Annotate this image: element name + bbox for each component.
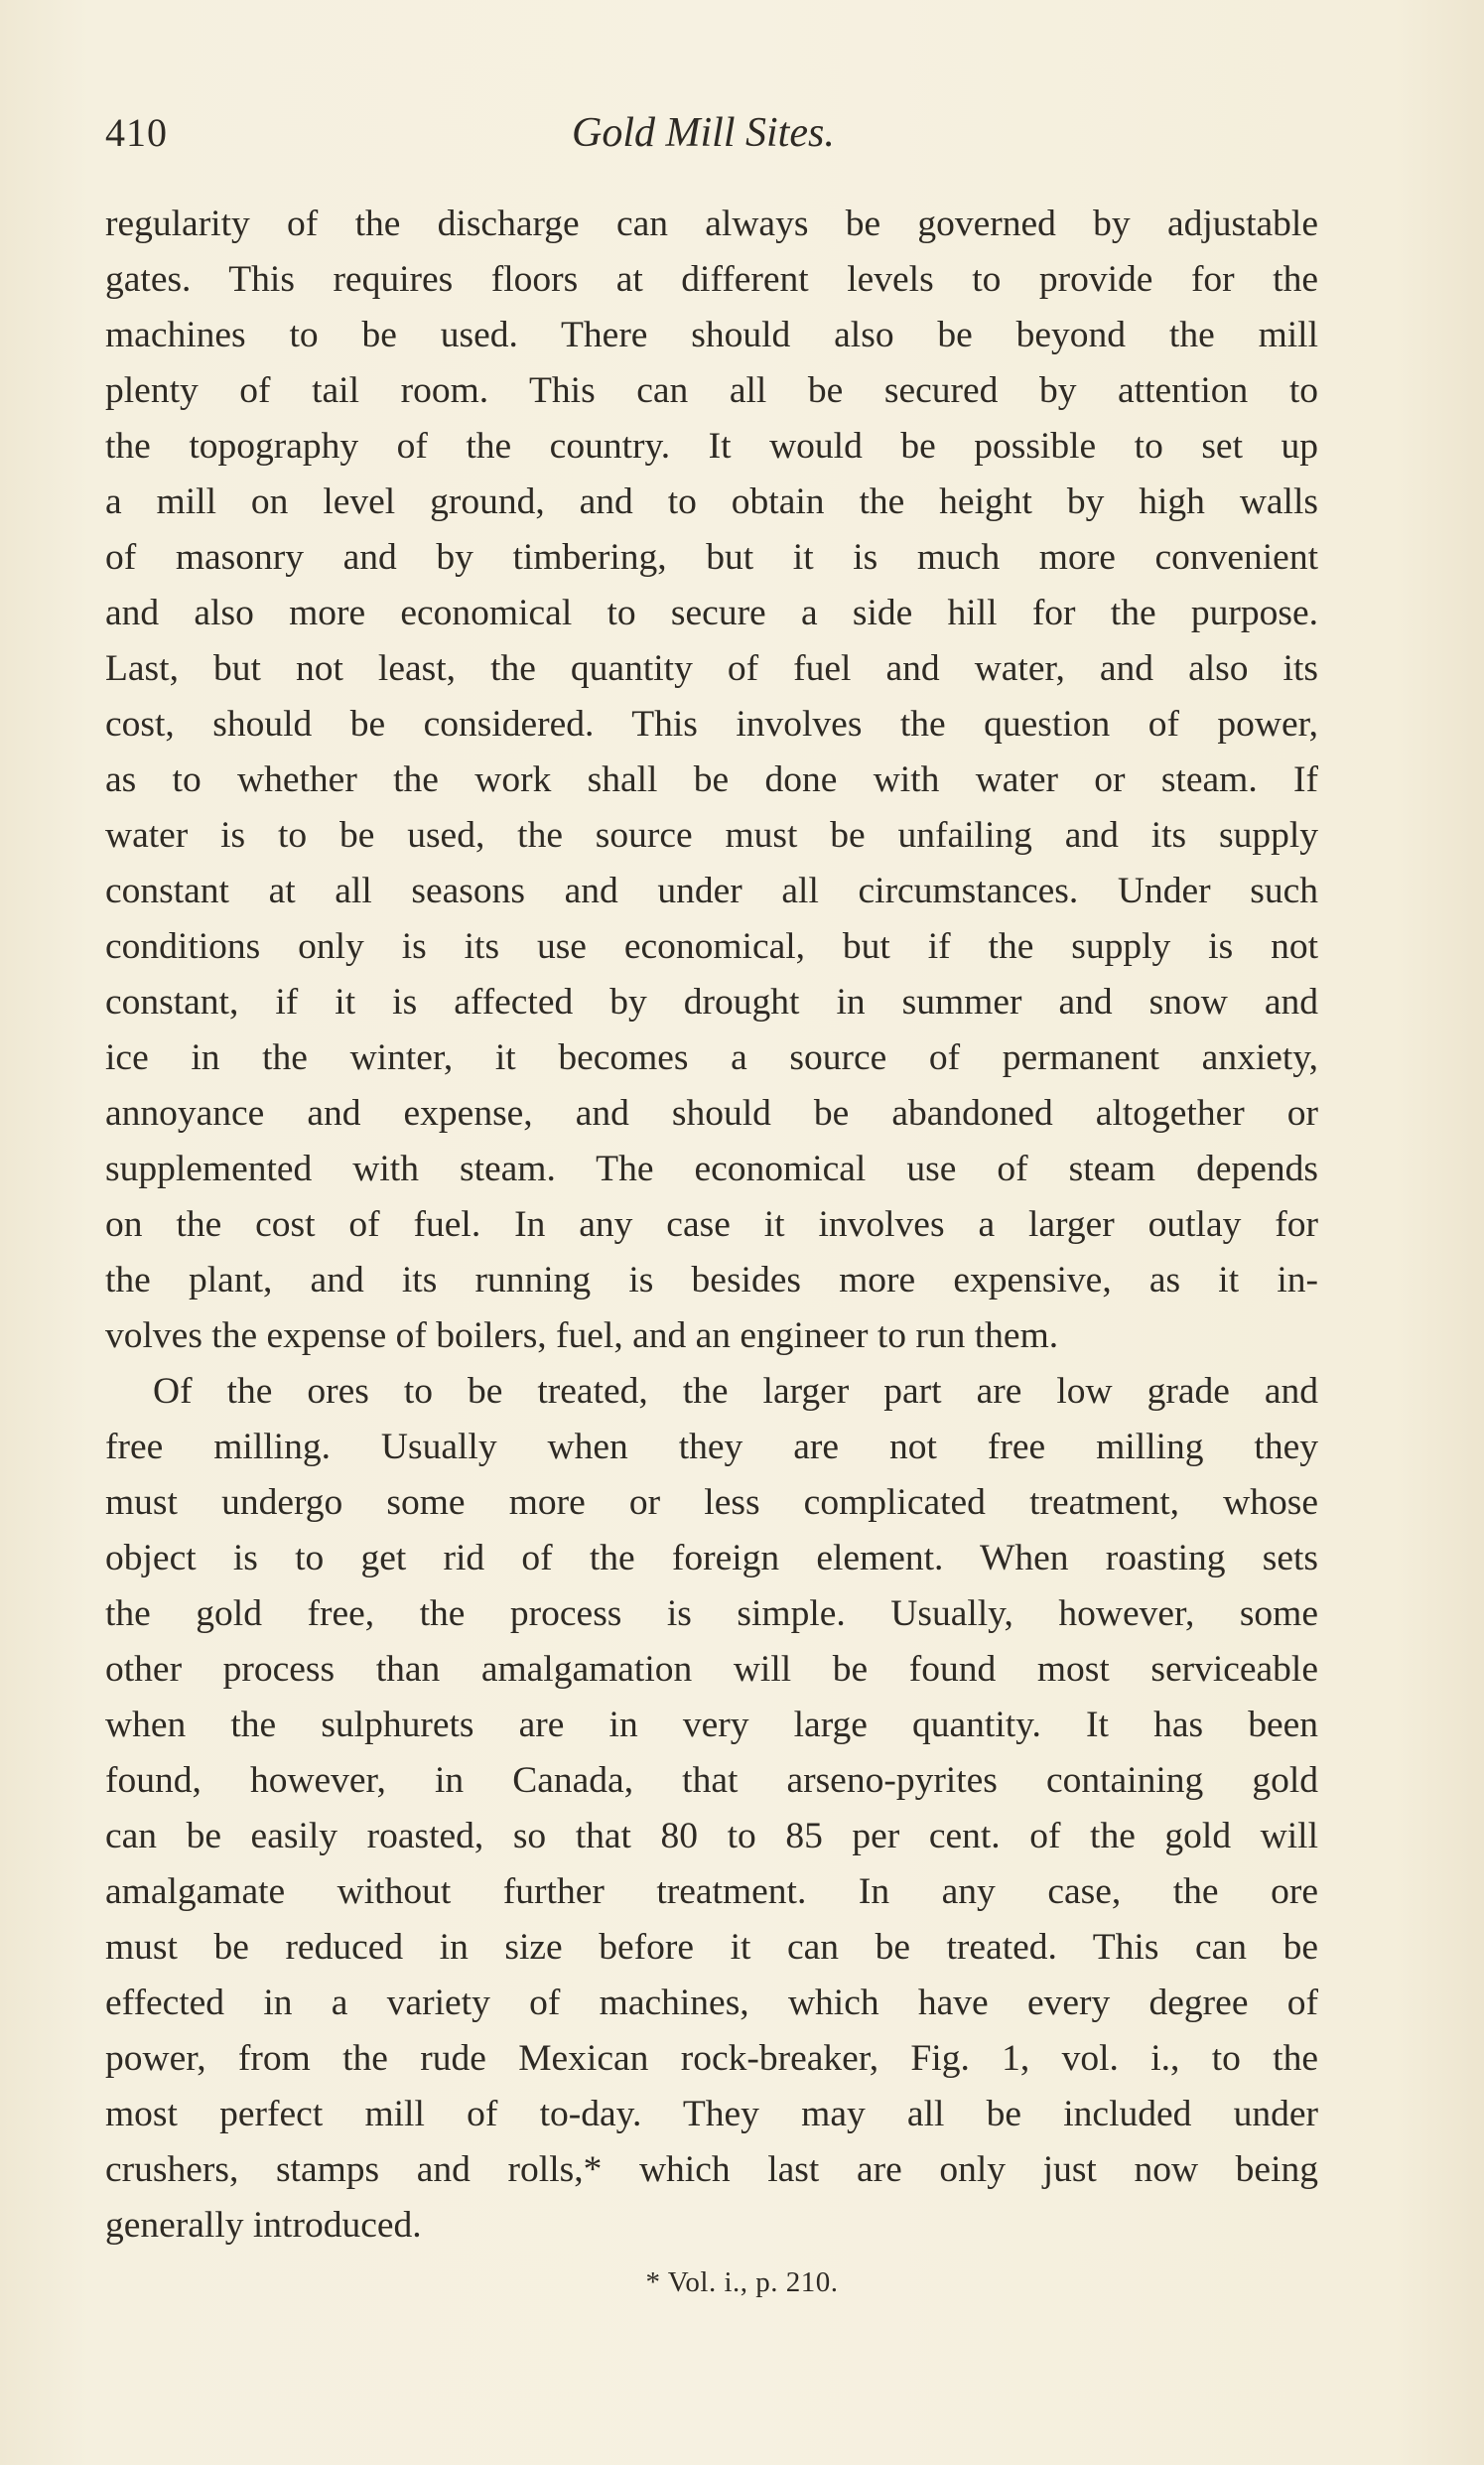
running-head (105, 103, 1318, 163)
text-line: cost, should be considered. This involves the question of power, (105, 704, 1318, 745)
text-line: the plant, and its running is besides more expensive, as it in- (105, 1260, 1318, 1301)
text-line: and also more economical to secure a side hill for the purpose. (105, 593, 1318, 633)
text-line: effected in a variety of machines, which have every degree of (105, 1983, 1318, 2023)
text-line: the gold free, the process is simple. Usually, however, some (105, 1593, 1318, 1634)
text-line: annoyance and expense, and should be abandoned altogether or (105, 1093, 1318, 1134)
text-line: free milling. Usually when they are not free milling they (105, 1427, 1318, 1467)
text-line: regularity of the discharge can always be governed by adjustable (105, 204, 1318, 244)
text-line: Last, but not least, the quantity of fuel and water, and also its (105, 648, 1318, 689)
text-line: conditions only is its use economical, but if the supply is not (105, 926, 1318, 967)
text-line: amalgamate without further treatment. In any case, the ore (105, 1871, 1318, 1912)
text-line: constant, if it is affected by drought in summer and snow and (105, 982, 1318, 1023)
text-line: gates. This requires floors at different levels to provide for the (105, 259, 1318, 300)
text-line: the topography of the country. It would be possible to set up (105, 426, 1318, 467)
text-line: ice in the winter, it becomes a source of permanent anxiety, (105, 1037, 1318, 1078)
text-line: when the sulphurets are in very large quantity. It has been (105, 1705, 1318, 1745)
text-line: volves the expense of boilers, fuel, and an engineer to run them. (105, 1315, 1059, 1356)
footnote: * Vol. i., p. 210. (645, 2266, 839, 2298)
text-line: machines to be used. There should also be beyond the mill (105, 315, 1318, 355)
text-line: a mill on level ground, and to obtain the height by high walls (105, 481, 1318, 522)
text-line: must undergo some more or less complicated treatment, whose (105, 1482, 1318, 1523)
page-number: 410 (105, 110, 168, 155)
text-line: other process than amalgamation will be found most serviceable (105, 1649, 1318, 1690)
text-line: as to whether the work shall be done with water or steam. If (105, 759, 1318, 800)
text-line: plenty of tail room. This can all be secured by attention to (105, 370, 1318, 411)
text-line: most perfect mill of to-day. They may all be included under (105, 2094, 1318, 2134)
text-line: supplemented with steam. The economical use of steam depends (105, 1149, 1318, 1189)
text-line: must be reduced in size before it can be treated. This can be (105, 1927, 1318, 1968)
text-line: crushers, stamps and rolls,* which last are only just now being (105, 2149, 1318, 2190)
text-line: object is to get rid of the foreign element. When roasting sets (105, 1538, 1318, 1578)
text-line: found, however, in Canada, that arseno-pyrites containing gold (105, 1760, 1318, 1801)
text-line: constant at all seasons and under all circumstances. Under such (105, 871, 1318, 911)
text-line: Of the ores to be treated, the larger part are low grade and (153, 1371, 1318, 1412)
text-line: on the cost of fuel. In any case it involves a larger outlay for (105, 1204, 1318, 1245)
text-line: of masonry and by timbering, but it is much more convenient (105, 537, 1318, 578)
body-text (105, 197, 1318, 2254)
running-title: Gold Mill Sites. (572, 110, 835, 156)
text-line: power, from the rude Mexican rock-breaker, Fig. 1, vol. i., to the (105, 2038, 1318, 2079)
text-line: water is to be used, the source must be unfailing and its supply (105, 815, 1318, 856)
text-line: generally introduced. (105, 2205, 422, 2246)
text-line: can be easily roasted, so that 80 to 85 per cent. of the gold will (105, 1816, 1318, 1856)
